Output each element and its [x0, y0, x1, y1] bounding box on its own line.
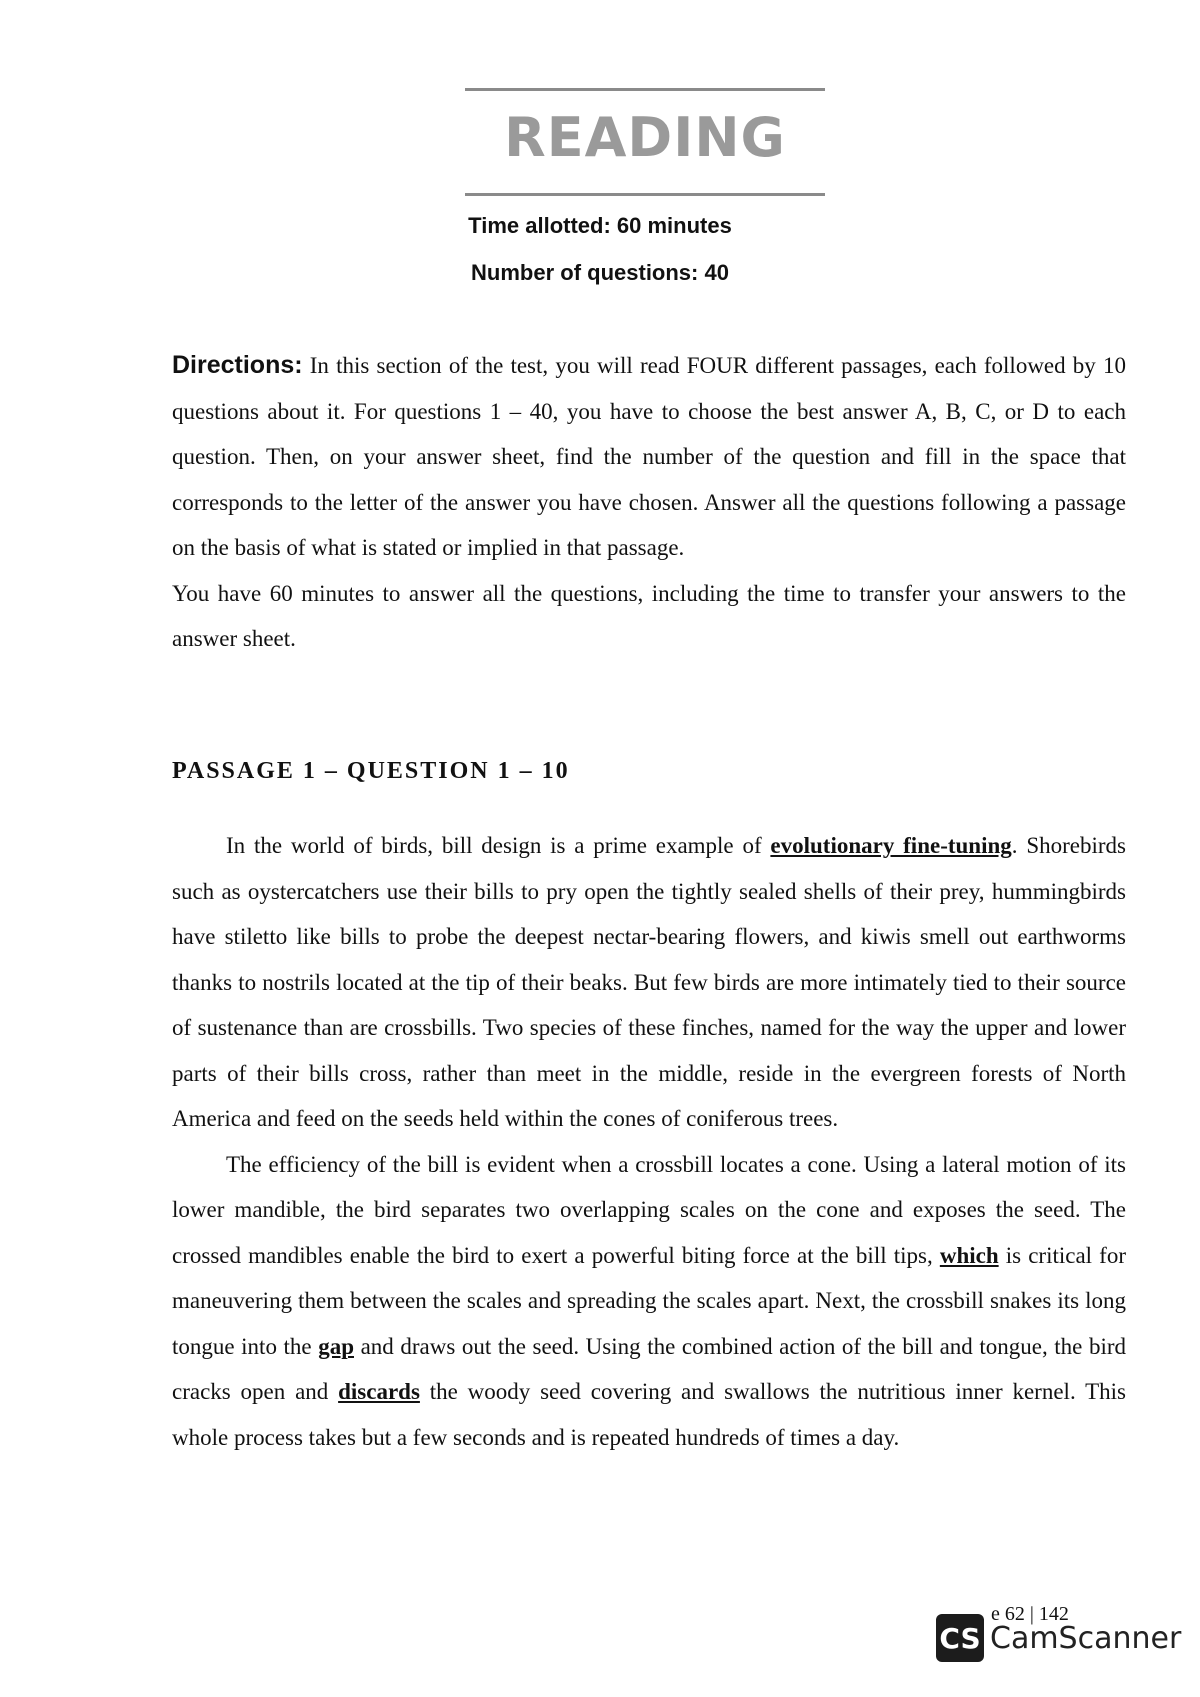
camscanner-watermark	[936, 1612, 1181, 1664]
directions-text: In this section of the test, you will read FOUR different passages, each followed by 10 questions about it. For questions 1 – 40, you have to choose the best answer A, B, C, or D to each question. Then, on your answer sheet, find the number of the question and fill in the space that corresponds to the letter of the answer you have chosen. Answer all the questions following a passage on the basis of what is stated or implied in that passage.	[172, 353, 1126, 560]
p2-text-a: The efficiency of the bill is evident when a crossbill locates a cone. Using a lateral motion of its lower mandible, the bird separates two overlapping scales on the cone and exposes the seed. The crossed mandibles enable the bird to exert a powerful biting force at the bill tips,	[172, 1151, 1126, 1268]
p2-text-b: is critical for maneuvering them between the scales and spreading the scales apart. Next, the crossbill snakes its long tongue into the	[172, 1242, 1126, 1359]
bottom-rule	[465, 193, 825, 196]
passage-paragraph-1	[172, 823, 1126, 1142]
heading-block	[465, 88, 825, 196]
directions-note: You have 60 minutes to answer all the questions, including the time to transfer your answers to the answer sheet.	[172, 580, 1126, 651]
passage-heading: PASSAGE 1 – QUESTION 1 – 10	[172, 758, 570, 784]
emph-which: which	[939, 1242, 999, 1268]
page-title: READING	[504, 106, 786, 169]
directions-paragraph	[172, 343, 1126, 571]
number-of-questions: Number of questions: 40	[471, 260, 729, 285]
p2-text-d: the woody seed covering and swallows the nutritious inner kernel. This whole process takes but a few seconds and is repeated hundreds of times a day.	[172, 1379, 1126, 1450]
time-allotted: Time allotted: 60 minutes	[468, 213, 732, 238]
emph-discards: discards	[338, 1379, 420, 1404]
p1-text-a: In the world of birds, bill design is a prime example of	[226, 833, 771, 858]
emph-evolutionary-fine-tuning: evolutionary fine-tuning	[770, 833, 1012, 858]
directions-label: Directions:	[172, 351, 303, 379]
p1-text-b: . Shorebirds such as oystercatchers use their bills to pry open the tightly sealed shells of their prey, hummingbirds have stiletto like bills to probe the deepest nectar-bearing flowers, and kiwis smell out earthworms thanks to nostrils located at the tip of their beaks. But few birds are more intimately tied to their source of sustenance than are crossbills. Two species of these finches, named for the way the upper and lower parts of their bills cross, rather than meet in the middle, reside in the evergreen forests of North America and feed on the seeds held within the cones of coniferous trees.	[172, 833, 1126, 1131]
directions-section	[172, 343, 1126, 662]
passage-text	[172, 823, 1126, 1460]
passage-paragraph-2	[172, 1142, 1126, 1461]
p2-text-c: and draws out the seed. Using the combined action of the bill and tongue, the bird cracks open and	[172, 1333, 1126, 1404]
emph-gap: gap	[318, 1333, 354, 1359]
camscanner-logo-icon: CS	[936, 1614, 984, 1662]
page-number: e 62 | 142	[991, 1603, 1069, 1625]
top-rule	[465, 88, 825, 91]
camscanner-brand: CamScanner	[990, 1620, 1182, 1656]
